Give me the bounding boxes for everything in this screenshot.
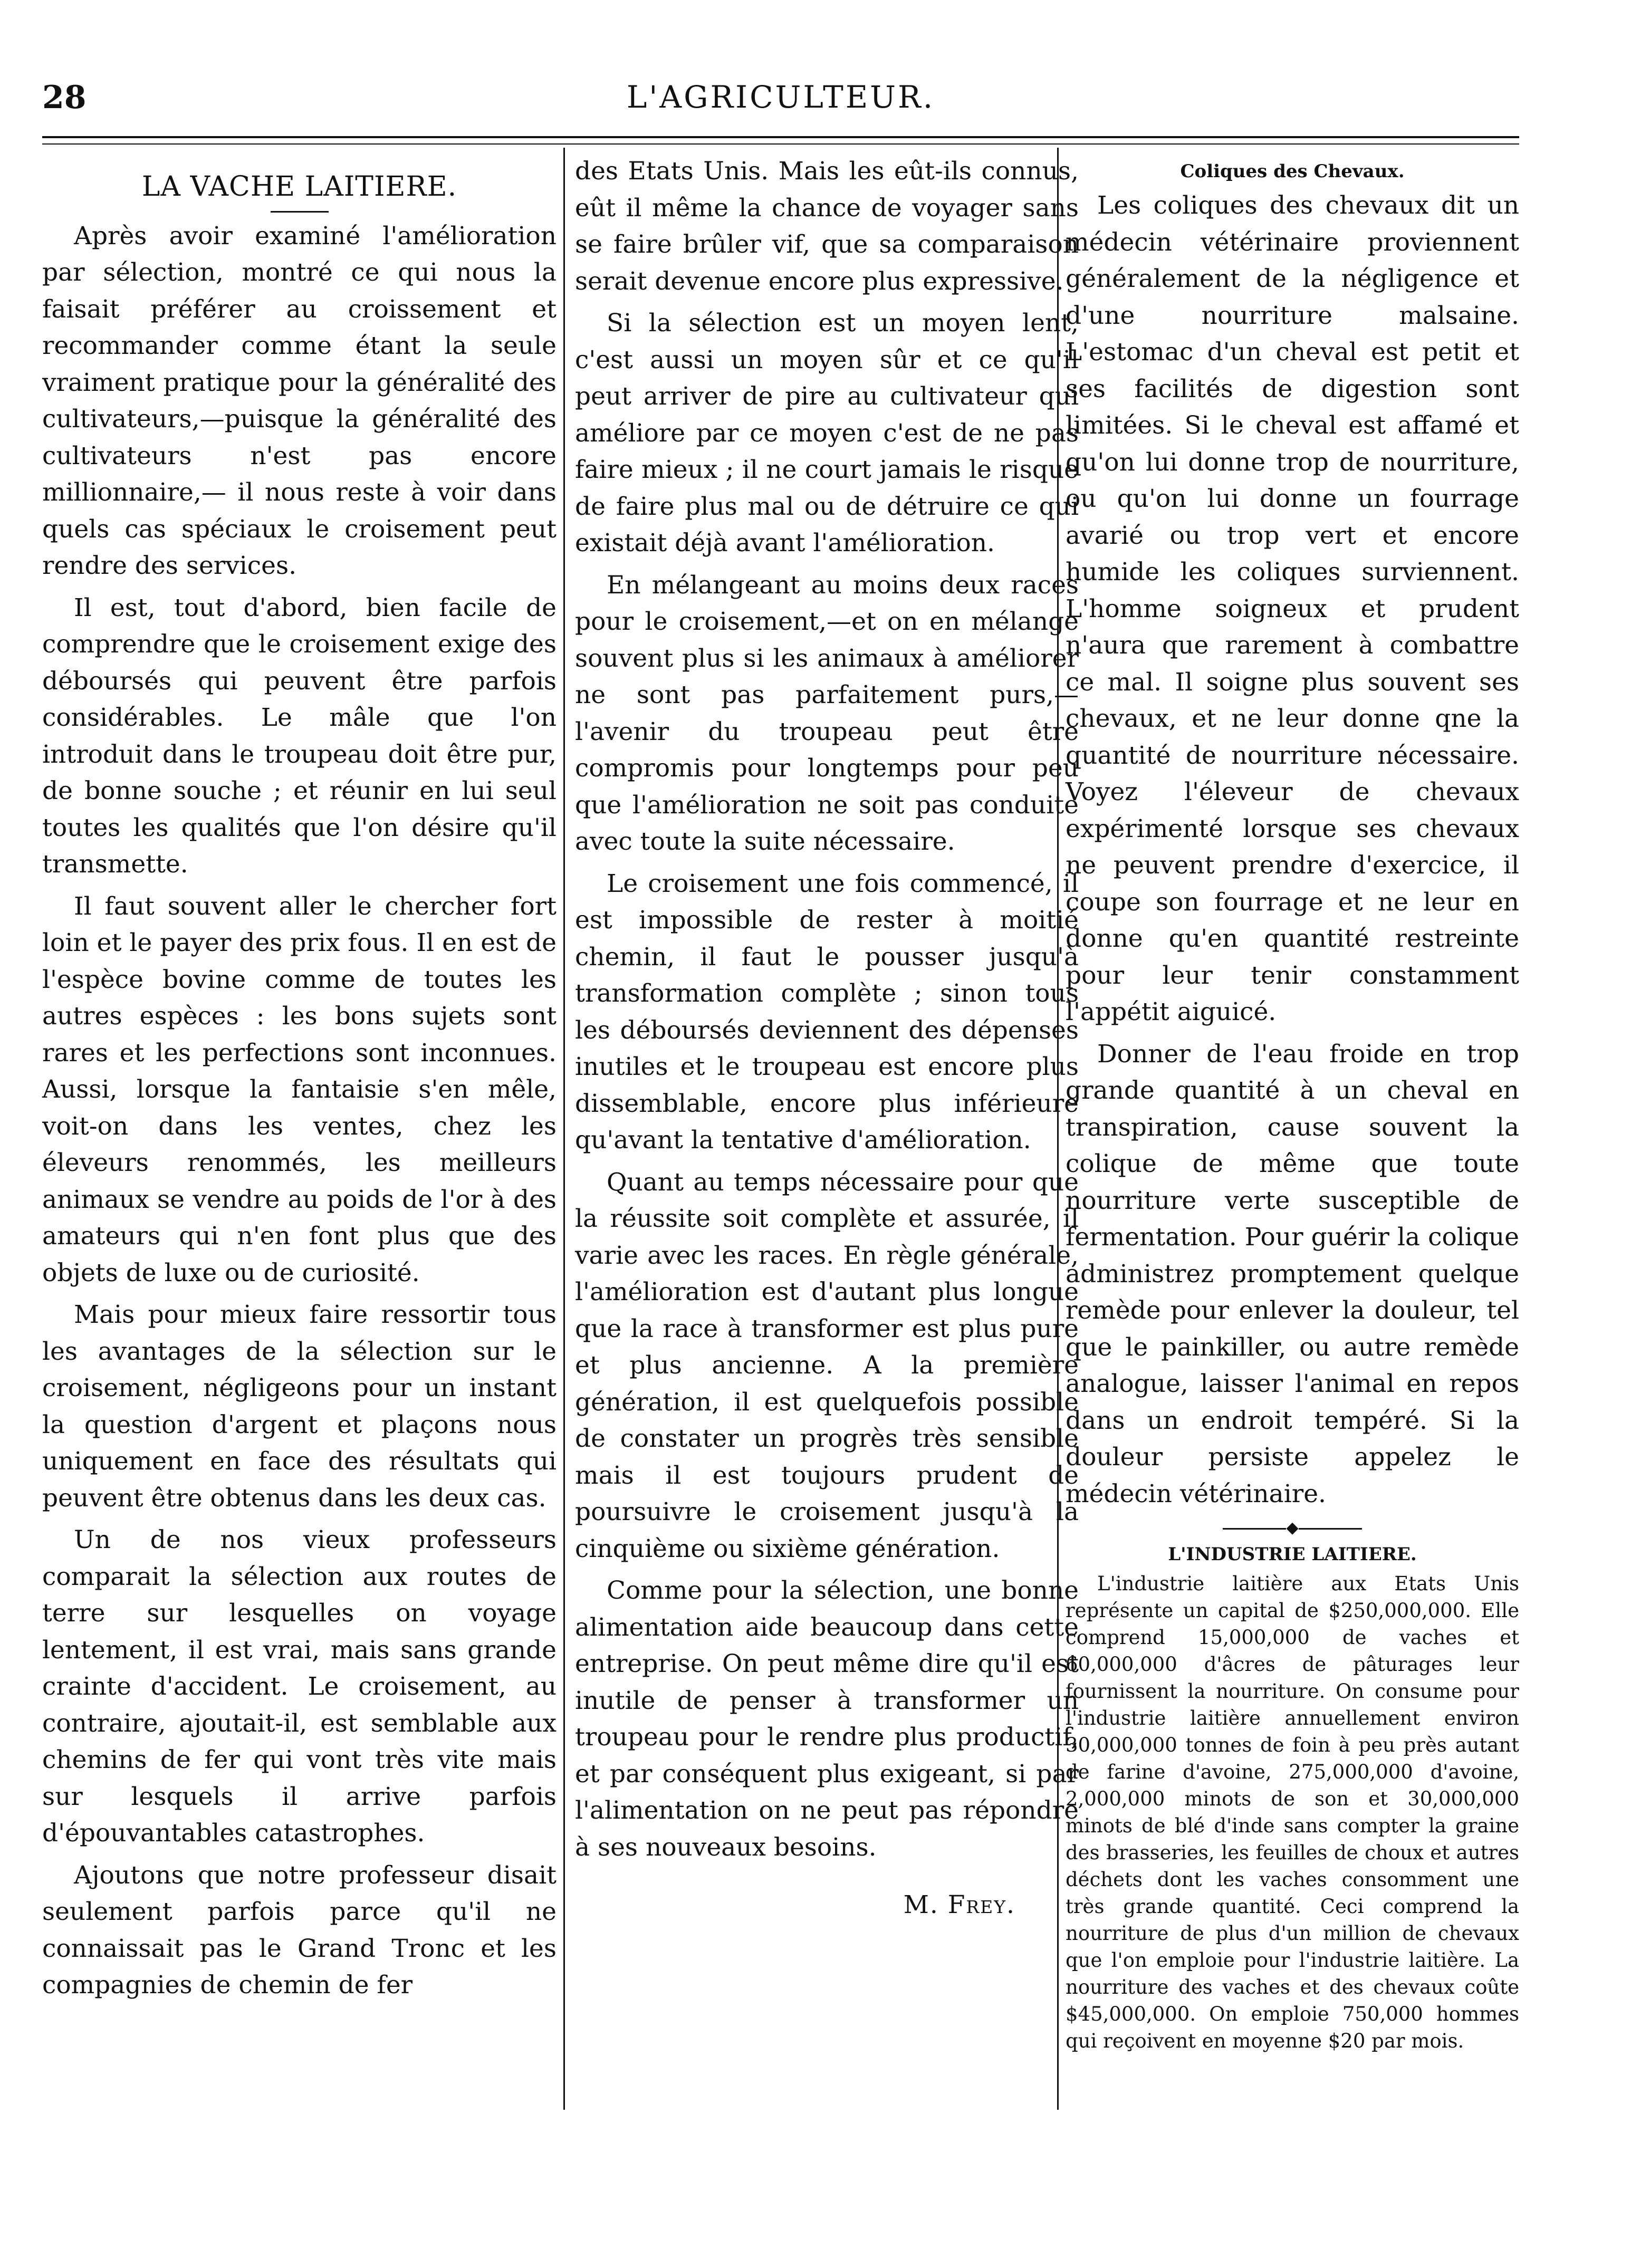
paragraph: L'industrie laitière aux Etats Unis représente un capital de $250,000,000. Elle comprend 15,000,000 de vaches et 60,000,000 d'âcres de pâturages leur fournissent la nourriture. On consume pour l'industrie laitière annuellement environ 30,000,000 tonnes de foin à peu près autant de farine d'avoine, 275,000,000 d'avoine, 2,000,000 minots de son et 30,000,000 minots de blé d'inde sans compter la graine des brasseries, les feuilles de choux et autres déchets dont les vaches consomment une très grande quantité. Ceci comprend la nourriture de plus d'un million de chevaux que l'on emploie pour l'industrie laitière. La nourriture des vaches et des chevaux coûte $45,000,000. On emploie 750,000 hommes qui reçoivent en moyenne $20 par mois. xyxy=(1066,1572,1519,2052)
ornament-divider: ◆ xyxy=(1066,1520,1519,1536)
paragraph: Le croisement une fois commencé, il est impossible de rester à moitié chemin, il faut le pousser jusqu'à transformation complète ; sinon tous les déboursés deviennent des dépenses inutiles et le troupeau est encore plus dissemblable, encore plus inférieure qu'avant la tentative d'amélioration. xyxy=(575,869,1079,1155)
paragraph: Si la sélection est un moyen lent, c'est aussi un moyen sûr et ce qu'il peut arriver de pire au cultivateur qui améliore par ce moyen c'est de ne pas faire mieux ; il ne court jamais le risque de faire plus mal ou de détruire ce qui existait déjà avant l'amélioration. xyxy=(575,309,1079,558)
paragraph: Comme pour la sélection, une bonne alimentation aide beaucoup dans cette entreprise. On peut même dire qu'il est inutile de penser à transformer un troupeau pour le rendre plus productif, et par conséquent plus exigeant, si par l'alimentation on ne peut pas répondre à ses nouveaux besoins. xyxy=(575,1576,1079,1862)
title-rule xyxy=(271,211,329,213)
paragraph: Après avoir examiné l'amélioration par sélection, montré ce qui nous la faisait préférer au croissement et recommander comme étant la seule vraiment pratique pour la généralité des cultivateurs,—puisque la généralité des cultivateurs n'est pas encore millionnaire,— il nous reste à voir dans quels cas spéciaux le croisement peut rendre des services. xyxy=(42,221,557,580)
paragraph: Quant au temps nécessaire pour que la réussite soit complète et assurée, il varie avec les races. En règle générale, l'amélioration est d'autant plus longue que la race à transformer est plus pure et plus ancienne. A la première génération, il est quelquefois possible de constater un progrès très sensible mais il est toujours prudent de poursuivre le croisement jusqu'à la cinquième ou sixième génération. xyxy=(575,1167,1079,1563)
paragraph: Un de nos vieux professeurs comparait la sélection aux routes de terre sur lesquelles on voyage lentement, il est vrai, mais sans grande crainte d'accident. Le croisement, au contraire, ajoutait-il, est semblable aux chemins de fer qui vont très vite mais sur lesquels il arrive parfois d'épouvantables catastrophes. xyxy=(42,1525,557,1848)
page-number: 28 xyxy=(42,79,87,116)
author-signature: M. Frey. xyxy=(903,1890,1015,1919)
article-title-coliques: Coliques des Chevaux. xyxy=(1180,161,1405,182)
article-title-industrie-laitiere: L'INDUSTRIE LAITIERE. xyxy=(1168,1544,1417,1565)
paragraph-continued: des Etats Unis. Mais les eût-ils connus, eût il même la chance de voyager sans se faire brûler vif, que sa comparaison serait devenue encore plus expressive. xyxy=(575,157,1079,296)
paragraph: Donner de l'eau froide en trop grande quantité à un cheval en transpiration, cause souvent la colique de même que toute nourriture verte susceptible de fermentation. Pour guérir la colique administrez promptement quelque remède pour enlever la douleur, tel que le painkiller, ou autre remède analogue, laisser l'animal en repos dans un endroit tempéré. Si la douleur persiste appelez le médecin vétérinaire. xyxy=(1066,1039,1519,1508)
column-3 xyxy=(1066,153,1519,2054)
paragraph: En mélangeant au moins deux races pour le croisement,—et on en mélange souvent plus si les animaux à améliorer ne sont pas parfaitement purs,—l'avenir du troupeau peut être compromis pour longtemps pour peu que l'amélioration ne soit pas conduite avec toute la suite nécessaire. xyxy=(575,570,1079,856)
paragraph: Il est, tout d'abord, bien facile de comprendre que le croisement exige des déboursés qui peuvent être parfois considérables. Le mâle que l'on introduit dans le troupeau doit être pur, de bonne souche ; et réunir en lui seul toutes les qualités que l'on désire qu'il transmette. xyxy=(42,593,557,879)
article-title-vache-laitiere: LA VACHE LAITIERE. xyxy=(141,171,457,203)
column-1 xyxy=(42,153,557,2009)
column-2 xyxy=(575,153,1079,1924)
page-header xyxy=(42,79,1519,137)
running-title: L'AGRICULTEUR. xyxy=(626,79,935,115)
paragraph: Les coliques des chevaux dit un médecin vétérinaire proviennent généralement de la négligence et d'une nourriture malsaine. L'estomac d'un cheval est petit et ses facilités de digestion sont limitées. Si le cheval est affamé et qu'on lui donne trop de nourriture, ou qu'on lui donne un fourrage avarié ou trop vert et encore humide les coliques surviennent. L'homme soigneux et prudent n'aura que rarement à combattre ce mal. Il soigne plus souvent ses chevaux, et ne leur donne qne la quantité de nourriture nécessaire. Voyez l'éleveur de chevaux expérimenté lorsque ses chevaux ne peuvent prendre d'exercice, il coupe son fourrage et ne leur en donne qu'en quantité restreinte pour leur tenir constamment l'appétit aiguicé. xyxy=(1066,191,1519,1026)
header-rule xyxy=(42,136,1519,145)
paragraph: Ajoutons que notre professeur disait seulement parfois parce qu'il ne connaissait pas le Grand Tronc et les compagnies de chemin de fer xyxy=(42,1860,557,2000)
column-divider-1 xyxy=(563,148,565,2110)
paragraph: Mais pour mieux faire ressortir tous les avantages de la sélection sur le croisement, négligeons pour un instant la question d'argent et plaçons nous uniquement en face des résultats qui peuvent être obtenus dans les deux cas. xyxy=(42,1300,557,1513)
paragraph: Il faut souvent aller le chercher fort loin et le payer des prix fous. Il en est de l'espèce bovine comme de toutes les autres espèces : les bons sujets sont rares et les perfections sont inconnues. Aussi, lorsque la fantaisie s'en mêle, voit-on dans les ventes, chez les éleveurs renommés, les meilleurs animaux se vendre au poids de l'or à des amateurs qui n'en font plus que des objets de luxe ou de curiosité. xyxy=(42,891,557,1287)
